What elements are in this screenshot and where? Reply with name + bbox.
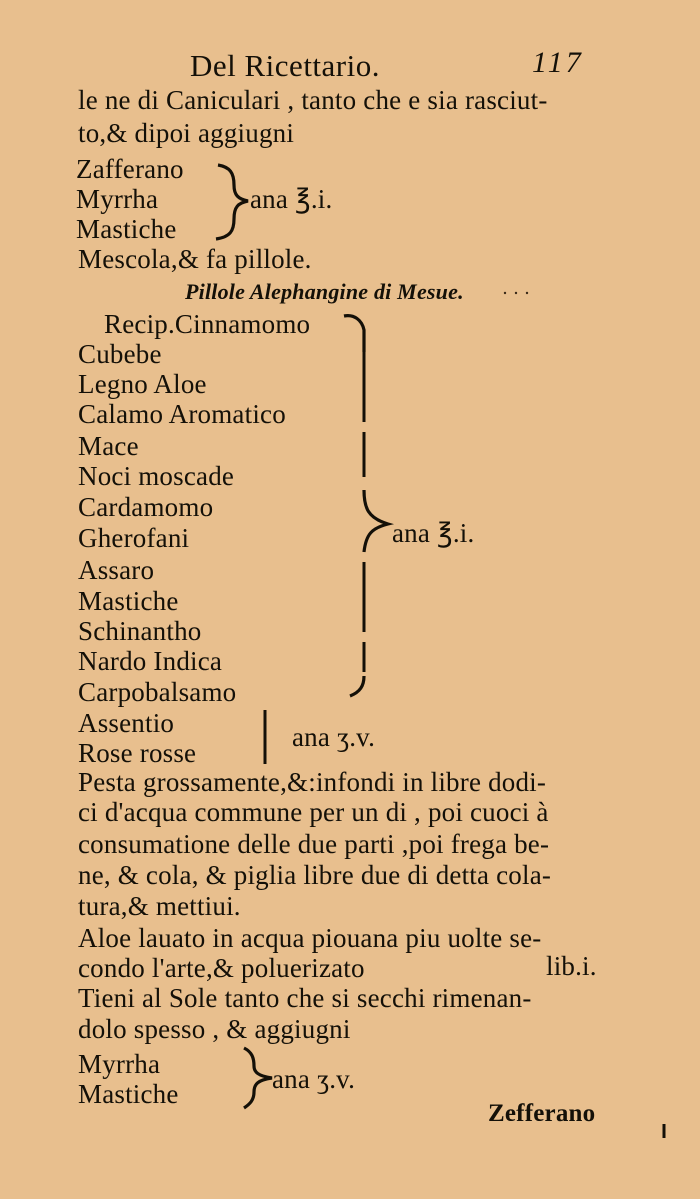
brace-mark [338,312,398,702]
text-line: ne, & cola, & piglia libre due di detta cola- [78,860,552,890]
ingredient: Myrrha [76,184,159,214]
recipe-heading: Pillole Alephangine di Mesue. [185,279,464,304]
ingredient: Mastiche [76,214,177,244]
ingredient: Gherofani [78,523,190,553]
ingredient: Schinantho [78,616,202,646]
bracket-mark [262,708,270,766]
quantity: lib.i. [546,951,597,981]
ingredient: Recip.Cinnamomo [104,309,311,339]
text-line: Aloe lauato in acqua piouana piu uolte se- [78,923,542,953]
text-line: dolo spesso , & aggiugni [78,1014,351,1044]
text-line: Pesta grossamente,&:infondi in libre dodi- [78,767,547,797]
dosage: ana ℥.i. [392,518,475,548]
ingredient: Calamo Aromatico [78,399,286,429]
ingredient: Assentio [78,708,175,738]
margin-mark [660,1122,668,1142]
running-head: Del Ricettario. [190,48,380,83]
ingredient: Nardo Indica [78,646,223,676]
text-line: condo l'arte,& poluerizato [78,953,365,983]
brace-mark [212,163,252,243]
ingredient: Legno Aloe [78,369,207,399]
text-line: Tieni al Sole tanto che si secchi rimenan- [78,983,532,1013]
brace-mark [240,1046,276,1110]
catchword: Zefferano [488,1100,596,1127]
text-line: le ne di Caniculari , tanto che e sia rasciut- [78,85,548,115]
text-line: Mescola,& fa pillole. [78,244,312,274]
page-number: 117 [532,46,584,79]
text-line: to,& dipoi aggiugni [78,118,295,148]
ingredient: Myrrha [78,1049,161,1079]
dots-mark [502,290,532,296]
text-line: tura,& mettiui. [78,891,241,921]
text-line: ci d'acqua commune per un di , poi cuoci à [78,797,549,827]
ingredient: Mace [78,431,139,461]
dosage: ana ʒ.v. [292,722,376,752]
ingredient: Noci moscade [78,461,235,491]
ingredient: Zafferano [76,154,184,184]
ingredient: Mastiche [78,586,179,616]
dosage: ana ℥.i. [250,184,333,214]
ingredient: Assaro [78,555,155,585]
ingredient: Rose rosse [78,738,197,768]
text-line: consumatione delle due parti ,poi frega be- [78,829,550,859]
ingredient: Carpobalsamo [78,677,237,707]
ingredient: Cardamomo [78,492,214,522]
ingredient: Cubebe [78,339,162,369]
ingredient: Mastiche [78,1079,179,1109]
dosage: ana ʒ.v. [272,1064,356,1094]
